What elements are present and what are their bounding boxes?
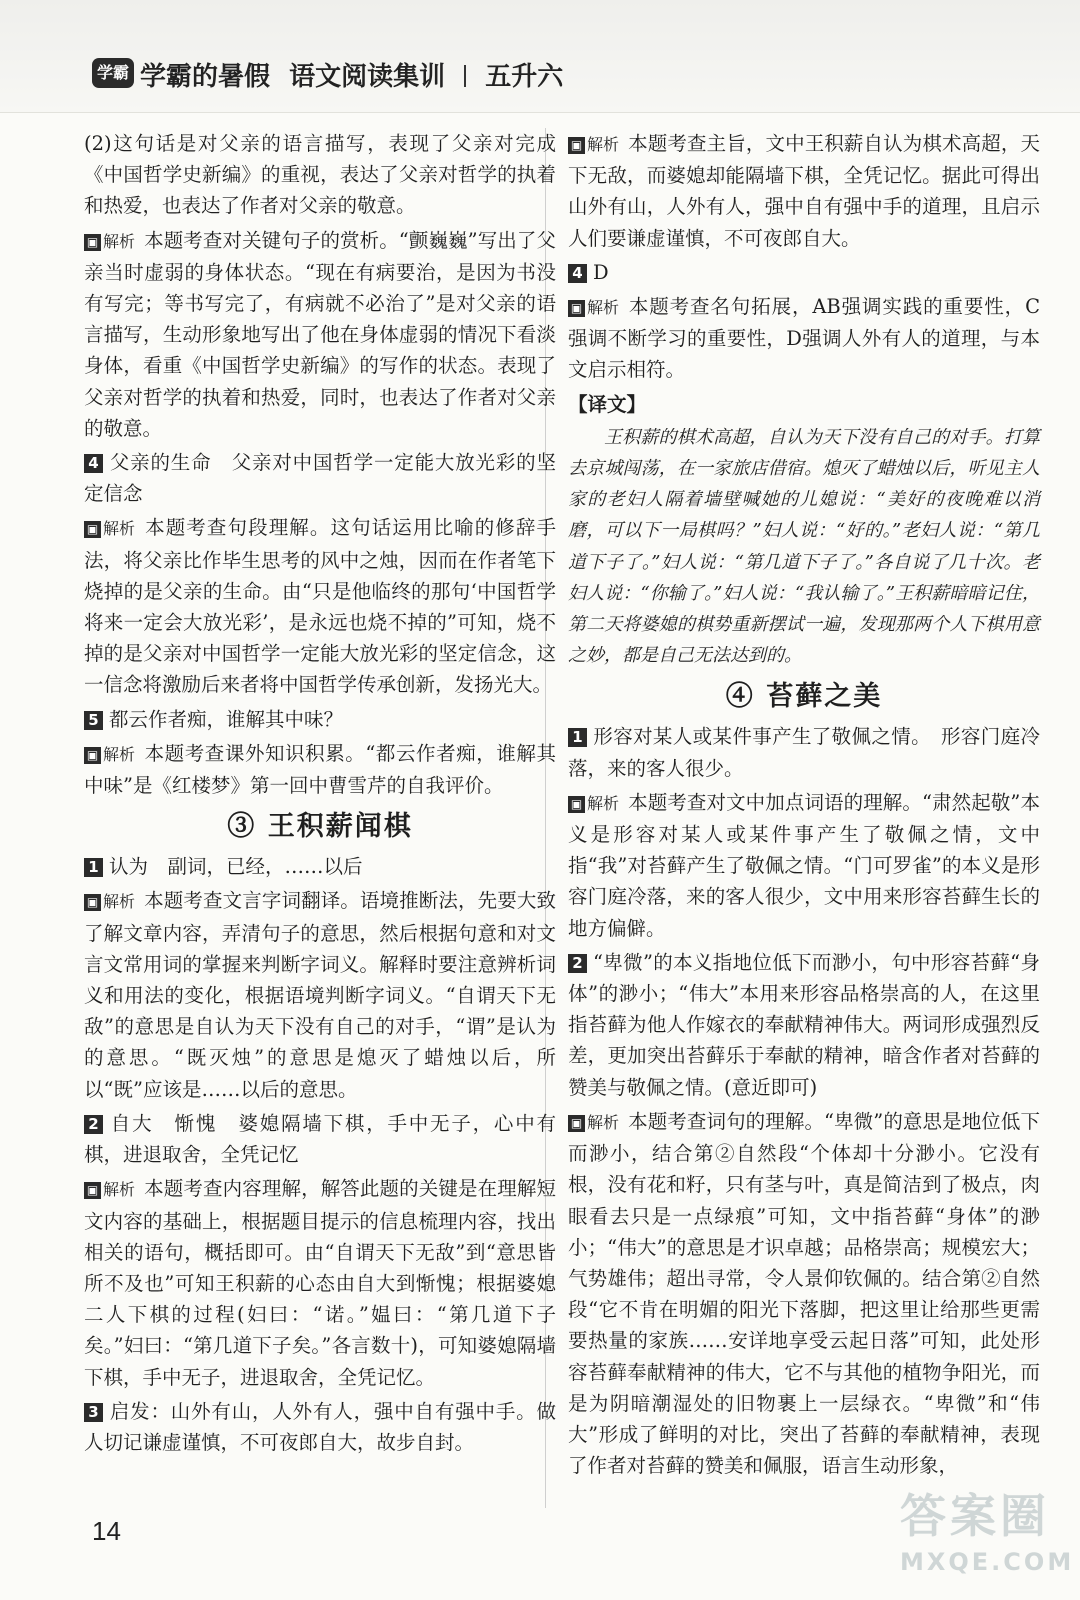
grade-label: 五升六 bbox=[485, 62, 564, 92]
analysis-icon: ▣ bbox=[568, 1115, 585, 1132]
analysis-text: 本题考查内容理解，解答此题的关键是在理解短文内容的基础上，根据题目提示的信息梳理内容，找出相关的语句，概括即可。由“自谓天下无敌”到“意思皆所不及也”可知王积薪的心态由自大到惭愧；根据婆媳二人下棋的过程(妇曰：“诺。”媪曰：“第几道下子矣。”妇曰：“第几道下子矣。”各言数十)，可知婆媳隔墙下棋，手中无子，进退取舍，全凭记忆。 bbox=[84, 1177, 556, 1389]
analysis-tag: ▣ 解析 bbox=[568, 292, 622, 323]
book-logo-icon: 学霸 bbox=[92, 58, 134, 88]
answer-item bbox=[84, 704, 556, 735]
analysis-tag: ▣ 解析 bbox=[568, 129, 622, 160]
analysis-tag: ▣ 解析 bbox=[84, 886, 138, 917]
series-title bbox=[140, 56, 563, 93]
answer-text: 都云作者痴，谁解其中味？ bbox=[109, 707, 344, 731]
brand-title: 学霸的暑假 bbox=[140, 62, 271, 92]
answer-text: 启发：山外有山，人外有人，强中自有强中手。做人切记谦虚谨慎，不可夜郎自大，故步自封。 bbox=[84, 1399, 556, 1454]
analysis-block bbox=[568, 787, 1040, 944]
left-column bbox=[84, 128, 556, 1461]
question-number: 4 bbox=[84, 454, 103, 473]
answer-item bbox=[84, 1108, 556, 1170]
analysis-text: 本题考查对关键句子的赏析。“颤巍巍”写出了父亲当时虚弱的身体状态。“现在有病要治，是因为书没有写完；等书写完了，有病就不必治了”是对父亲的语言描写，生动形象地写出了他在身体虚弱的情况下看淡身体，看重《中国哲学史新编》的写作的状态。表现了父亲对哲学的执着和热爱，同时，也表达了作者对父亲的敬意。 bbox=[84, 228, 556, 440]
watermark-url: MXQE.COM bbox=[900, 1548, 1075, 1576]
answer-item bbox=[84, 447, 556, 509]
analysis-icon: ▣ bbox=[568, 137, 585, 154]
section-title: ③ 王积薪闻棋 bbox=[227, 811, 413, 843]
analysis-block bbox=[568, 1106, 1040, 1481]
translation-text: 王积薪的棋术高超，自认为天下没有自己的对手。打算去京城闯荡，在一家旅店借宿。熄灭了蜡烛以后，听见主人家的老妇人隔着墙壁喊她的儿媳说：“美好的夜晚难以消磨，可以下一局棋吗？”妇人说：“好的。”老妇人说：“第几道下子了。”妇人说：“第几道下子了。”各自说了几十次。老妇人说：“你输了。”妇人说：“我认输了。”王积薪暗暗记住，第二天将婆媳的棋势重新摆试一遍，发现那两个人下棋用意之妙，都是自己无法达到的。 bbox=[568, 426, 1040, 667]
analysis-icon: ▣ bbox=[84, 894, 101, 911]
question-number: 1 bbox=[568, 728, 587, 747]
answer-item bbox=[568, 257, 1040, 288]
analysis-tag: ▣ 解析 bbox=[84, 1174, 138, 1205]
analysis-text: 本题考查主旨，文中王积薪自认为棋术高超，天下无敌，而婆媳却能隔墙下棋，全凭记忆。据此可得出山外有山，人外有人，强中自有强中手的道理，且启示人们要谦虚谨慎，不可夜郎自大。 bbox=[568, 132, 1040, 250]
analysis-block bbox=[568, 291, 1040, 386]
watermark bbox=[900, 1480, 1074, 1576]
analysis-icon: ▣ bbox=[568, 300, 585, 317]
answer-item bbox=[84, 851, 556, 882]
analysis-icon: ▣ bbox=[84, 747, 101, 764]
subject-title: 语文阅读集训 bbox=[289, 62, 446, 92]
analysis-block bbox=[84, 738, 556, 801]
title-divider bbox=[464, 65, 466, 87]
analysis-text: 本题考查名句拓展，AB强调实践的重要性，C强调不断学习的重要性，D强调人外有人的道理，与本文启示相符。 bbox=[568, 295, 1040, 382]
analysis-icon: ▣ bbox=[84, 521, 101, 538]
answer-text: (2)这句话是对父亲的语言描写，表现了父亲对完成《中国哲学史新编》的重视，表达了父亲对哲学的执着和热爱，也表达了作者对父亲的敬意。 bbox=[84, 132, 556, 218]
analysis-tag: ▣ 解析 bbox=[84, 739, 138, 770]
question-number: 4 bbox=[568, 264, 587, 283]
analysis-block bbox=[84, 512, 556, 700]
question-number: 2 bbox=[568, 954, 587, 973]
question-number: 5 bbox=[84, 711, 103, 730]
answer-text: D bbox=[593, 260, 609, 284]
question-number: 1 bbox=[84, 858, 103, 877]
analysis-text: 本题考查课外知识积累。“都云作者痴，谁解其中味”是《红楼梦》第一回中曹雪芹的自我评价。 bbox=[84, 741, 556, 798]
section-title: ④ 苔藓之美 bbox=[725, 681, 883, 713]
analysis-icon: ▣ bbox=[84, 234, 101, 251]
answer-text: 认为 副词，已经，……以后 bbox=[109, 855, 363, 879]
analysis-tag: ▣ 解析 bbox=[568, 1107, 622, 1138]
answer-text: 自大 惭愧 婆媳隔墙下棋，手中无子，心中有棋，进退取舍，全凭记忆 bbox=[84, 1111, 556, 1167]
right-column bbox=[568, 128, 1040, 1484]
page-header bbox=[0, 0, 1080, 113]
analysis-text: 本题考查文言字词翻译。语境推断法，先要大致了解文章内容，弄清句子的意思，然后根据句意和对文言文常用词的掌握来判断字词义。解释时要注意辨析词义和用法的变化，根据语境判断字词义。“自谓天下无敌”的意思是自认为天下没有自己的对手，“谓”是认为的意思。“既灭烛”的意思是熄灭了蜡烛以后，所以“既”应该是……以后的意思。 bbox=[84, 889, 556, 1101]
analysis-block bbox=[84, 885, 556, 1104]
analysis-text: 本题考查词句的理解。“卑微”的意思是地位低下而渺小，结合第②自然段“个体却十分渺小。它没有根，没有花和籽，只有茎与叶，真是简洁到了极点，肉眼看去只是一点绿痕”可知，文中指苔藓“身体”的渺小；“伟大”的意思是才识卓越；品格崇高；规模宏大；气势雄伟；超出寻常，令人景仰钦佩的。结合第②自然段“它不肯在明媚的阳光下落脚，把这里让给那些更需要热量的家族……安详地享受云起日落”可知，此处形容苔藓奉献精神的伟大，它不与其他的植物争阳光，而是为阴暗潮湿处的旧物裹上一层绿衣。“卑微”和“伟大”形成了鲜明的对比，突出了苔藓的奉献精神，表现了作者对苔藓的赞美和佩服，语言生动形象， bbox=[568, 1109, 1040, 1478]
page-number: 14 bbox=[92, 1516, 121, 1546]
question-number: 3 bbox=[84, 1403, 103, 1422]
answer-item bbox=[568, 947, 1040, 1103]
analysis-tag: ▣ 解析 bbox=[84, 513, 138, 544]
analysis-tag: ▣ 解析 bbox=[568, 788, 622, 819]
answer-text: “卑微”的本义指地位低下而渺小，句中形容苔藓“身体”的渺小；“伟大”本用来形容品格崇高的人，在这里指苔藓为他人作嫁衣的奉献精神伟大。两词形成强烈反差，更加突出苔藓乐于奉献的精神，暗含作者对苔藓的赞美与敬佩之情。(意近即可) bbox=[568, 950, 1040, 1099]
watermark-text: 答案圈 bbox=[900, 1489, 1050, 1543]
analysis-block bbox=[568, 128, 1040, 254]
question-number: 2 bbox=[84, 1115, 103, 1134]
analysis-tag: ▣ 解析 bbox=[84, 226, 138, 257]
analysis-icon: ▣ bbox=[84, 1182, 101, 1199]
translation-tag: 【译文】 bbox=[568, 392, 647, 416]
analysis-block bbox=[84, 1173, 556, 1392]
answer-text: 形容对某人或某件事产生了敬佩之情。 形容门庭冷落，来的客人很少。 bbox=[568, 725, 1040, 780]
answer-text: 父亲的生命 父亲对中国哲学一定能大放光彩的坚定信念 bbox=[84, 451, 556, 506]
analysis-block bbox=[84, 225, 556, 444]
analysis-icon: ▣ bbox=[568, 796, 585, 813]
answer-item bbox=[84, 1396, 556, 1458]
answer-item bbox=[568, 721, 1040, 783]
analysis-text: 本题考查对文中加点词语的理解。“肃然起敬”本义是形容对某人或某件事产生了敬佩之情，文中指“我”对苔藓产生了敬佩之情。“门可罗雀”的本义是形容门庭冷落，来的客人很少，文中用来形容苔藓生长的地方偏僻。 bbox=[568, 790, 1040, 940]
analysis-text: 本题考查句段理解。这句话运用比喻的修辞手法，将父亲比作毕生思考的风中之烛，因而在作者笔下烧掉的是父亲的生命。由“只是他临终的那句‘中国哲学将来一定会大放光彩’，是永远也烧不掉的”可知，烧不掉的是父亲对中国哲学一定能大放光彩的坚定信念，这一信念将激励后来者将中国哲学传承创新，发扬光大。 bbox=[84, 516, 556, 697]
